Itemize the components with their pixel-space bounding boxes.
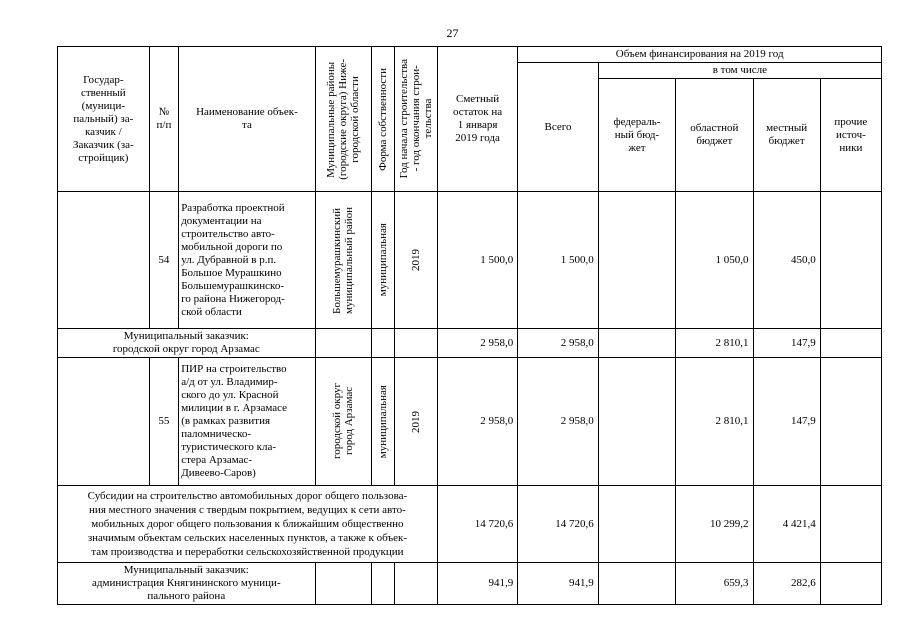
subsidies-total: 14 720,6 (518, 486, 598, 563)
subsidies-other (820, 486, 881, 563)
row55-federal (598, 358, 675, 486)
row54-other (820, 192, 881, 329)
header-years-text: Год начала строительства - год окончания строи- тельства (397, 59, 434, 179)
header-federal: федераль- ный бюд- жет (598, 79, 675, 192)
header-estimate: Сметный остаток на 1 января 2019 года (437, 47, 517, 192)
header-other: прочие источ- ники (820, 79, 881, 192)
knyag-ownership (371, 563, 394, 605)
header-object-name: Наименование объек- та (179, 47, 315, 192)
row54-ownership-text: муниципальная (376, 223, 389, 297)
row55-number: 55 (149, 358, 179, 486)
header-ownership (371, 47, 394, 192)
knyag-regional: 659,3 (676, 563, 753, 605)
row55-customer (58, 358, 150, 486)
header-total: Всего (518, 63, 598, 192)
knyag-federal (598, 563, 675, 605)
arzamas-ownership (371, 329, 394, 358)
row54-ownership (371, 192, 394, 329)
table-row (58, 192, 882, 329)
subsidies-label: Субсидии на строительство автомобильных дорог общего пользова- ния местного значения с твердым покрытием, ведущих к сети авто- мобильных дорог общего пользования к ближайшим общественно значимым объектам сельских населенных пунктов, а также к объек- там производства и переработки сельскохозяйственной продукции (58, 486, 438, 563)
knyag-estimate: 941,9 (437, 563, 517, 605)
row54-years-text: 2019 (409, 249, 422, 271)
header-number: № п/п (149, 47, 179, 192)
arzamas-customer-label: Муниципальный заказчик: городской округ город Арзамас (58, 329, 316, 358)
row55-district (315, 358, 371, 486)
arzamas-federal (598, 329, 675, 358)
row54-district-text: Большемурашкинский муниципальный район (331, 206, 356, 314)
subsidies-estimate: 14 720,6 (437, 486, 517, 563)
row55-estimate: 2 958,0 (437, 358, 517, 486)
row55-other (820, 358, 881, 486)
arzamas-years (395, 329, 438, 358)
arzamas-district (315, 329, 371, 358)
arzamas-total: 2 958,0 (518, 329, 598, 358)
row55-years (395, 358, 438, 486)
row54-regional: 1 050,0 (676, 192, 753, 329)
row54-total: 1 500,0 (518, 192, 598, 329)
row54-local: 450,0 (753, 192, 820, 329)
knyag-total: 941,9 (518, 563, 598, 605)
subsidies-regional: 10 299,2 (676, 486, 753, 563)
knyag-other (820, 563, 881, 605)
financing-table (57, 46, 882, 605)
knyag-customer-label: Муниципальный заказчик: администрация Княгининского муници- пального района (58, 563, 316, 605)
header-ownership-text: Форма собственности (376, 67, 389, 171)
row54-district (315, 192, 371, 329)
table-row (58, 563, 882, 605)
row54-number: 54 (149, 192, 179, 329)
header-regional: областной бюджет (676, 79, 753, 192)
row55-ownership (371, 358, 394, 486)
knyag-local: 282,6 (753, 563, 820, 605)
arzamas-regional: 2 810,1 (676, 329, 753, 358)
header-customer: Государ- ственный (муници- пальный) за- казчик / Заказчик (за- стройщик) (58, 47, 150, 192)
row55-regional: 2 810,1 (676, 358, 753, 486)
row55-total: 2 958,0 (518, 358, 598, 486)
header-including: в том числе (598, 63, 881, 79)
header-years (395, 47, 438, 192)
row55-name: ПИР на строительство а/д от ул. Владимир- ского до ул. Красной милиции в г. Арзамасе (в рамках развития паломническо- туристического кла- стера Арзамас- Дивеево-Саров) (179, 358, 315, 486)
row55-ownership-text: муниципальная (376, 384, 389, 459)
row54-federal (598, 192, 675, 329)
row54-estimate: 1 500,0 (437, 192, 517, 329)
arzamas-local: 147,9 (753, 329, 820, 358)
row55-district-text: городской округ город Арзамас (331, 383, 356, 460)
row55-local: 147,9 (753, 358, 820, 486)
header-local: местный бюджет (753, 79, 820, 192)
header-districts-text: Муниципальные районы (городские округа) Ниже- городской области (325, 58, 362, 180)
row54-name: Разработка проектной документации на строительство авто- мобильной дороги по ул. Дубравной в р.п. Большое Мурашкино Большемурашкинско- го района Нижегород- ской области (179, 192, 315, 329)
table-row (58, 358, 882, 486)
knyag-years (395, 563, 438, 605)
page-number: 27 (446, 26, 459, 40)
table-row (58, 329, 882, 358)
arzamas-other (820, 329, 881, 358)
row55-years-text: 2019 (409, 410, 422, 433)
subsidies-federal (598, 486, 675, 563)
subsidies-local: 4 421,4 (753, 486, 820, 563)
row54-customer (58, 192, 150, 329)
table-row (58, 486, 882, 563)
arzamas-estimate: 2 958,0 (437, 329, 517, 358)
knyag-district (315, 563, 371, 605)
header-districts (315, 47, 371, 192)
row54-years (395, 192, 438, 329)
header-financing: Объем финансирования на 2019 год (518, 47, 882, 63)
